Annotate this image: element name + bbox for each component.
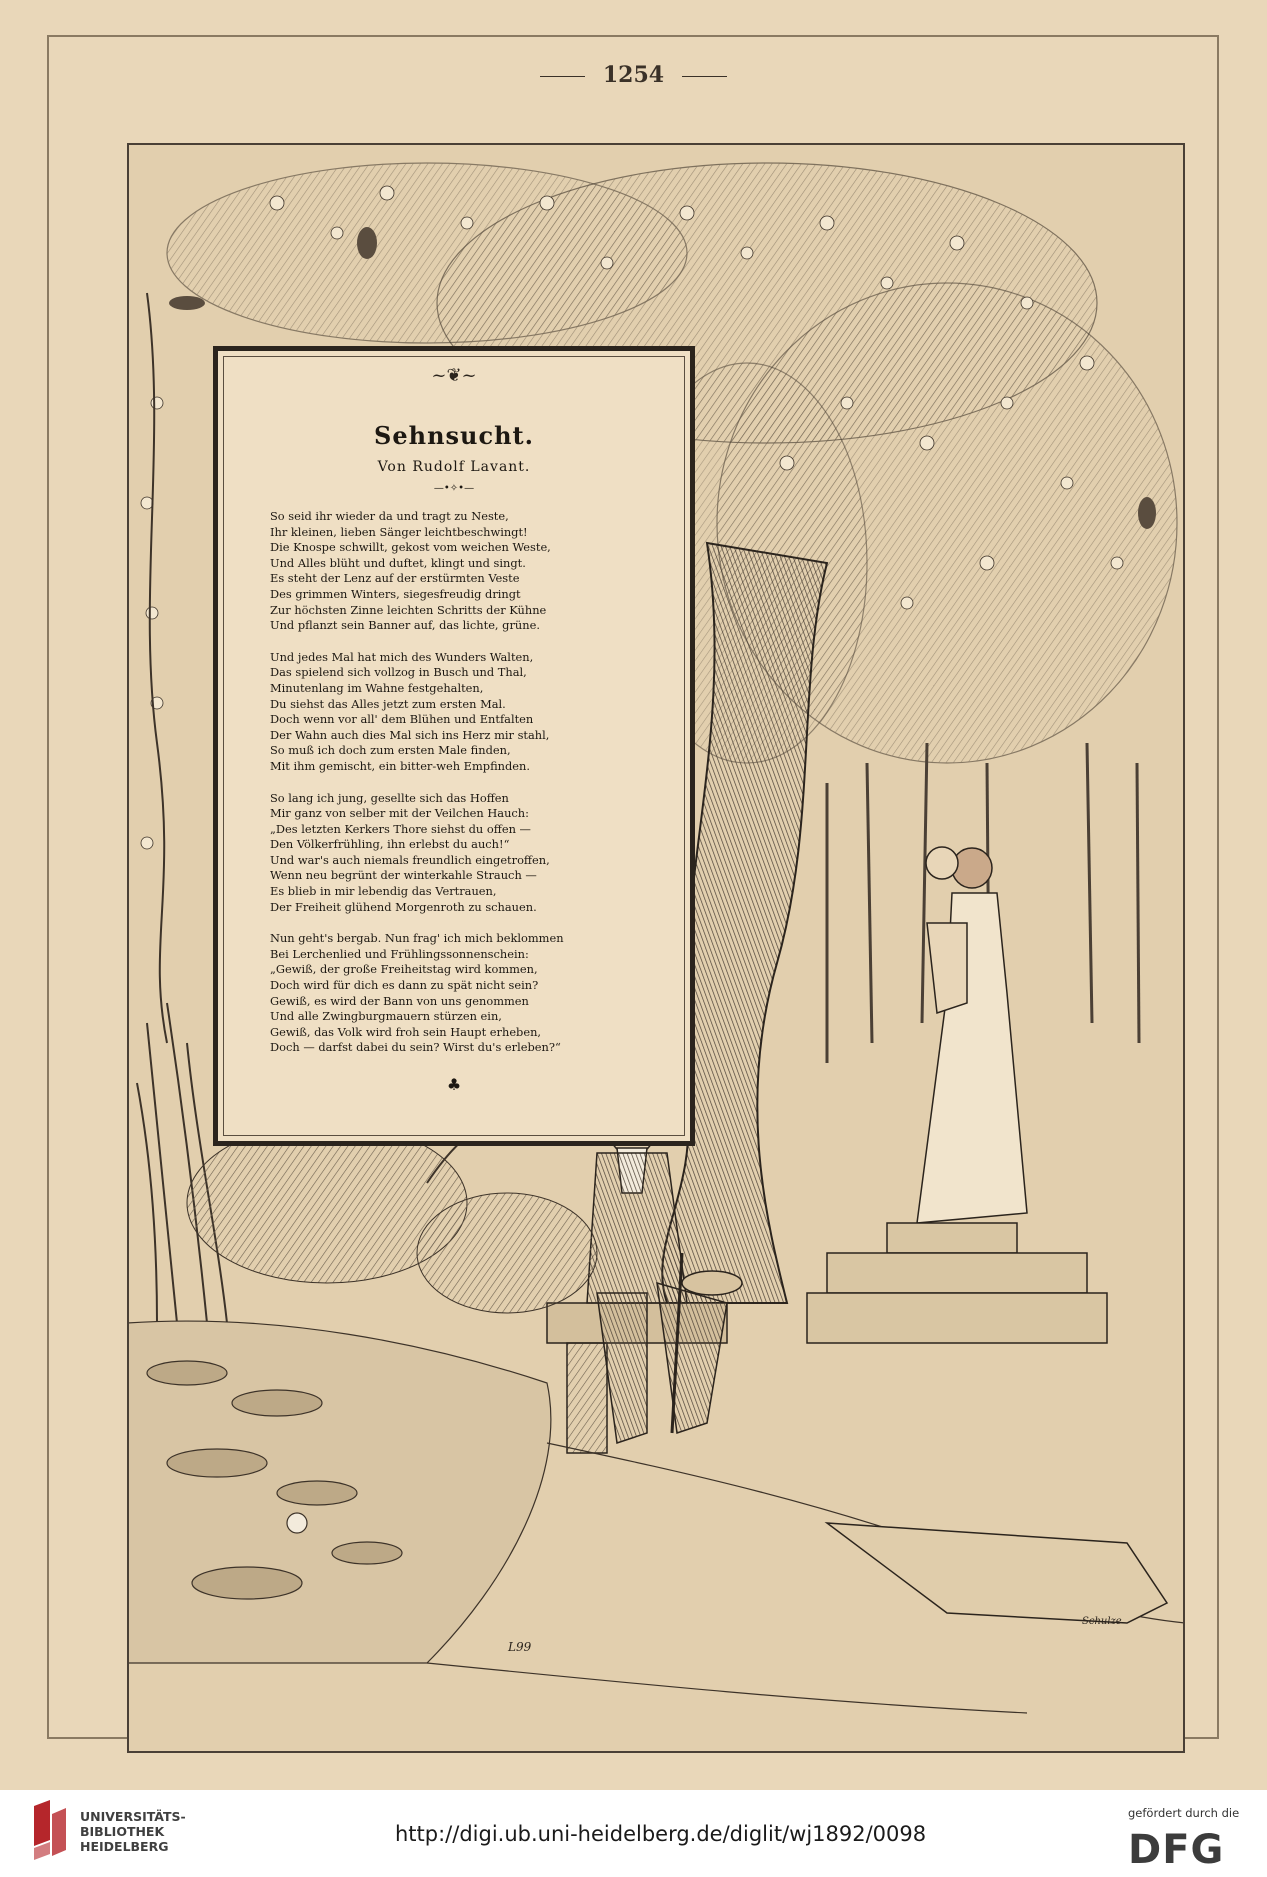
poem-line: „Des letzten Kerkers Thore siehst du offen — <box>270 821 531 836</box>
poem-line: Doch — darfst dabei du sein? Wirst du's erleben?“ <box>270 1040 561 1055</box>
stanza-4 <box>270 931 680 1056</box>
library-name-line: HEIDELBERG <box>80 1839 169 1854</box>
poem-line: Des grimmen Winters, siegesfreudig dringt <box>270 586 521 601</box>
poem-line: So muß ich doch zum ersten Male finden, <box>270 743 511 758</box>
poem-line: Wenn neu begrünt der winterkahle Strauch — <box>270 868 537 883</box>
page-number-rule-right <box>682 76 727 77</box>
poem-line: Es steht der Lenz auf der erstürmten Veste <box>270 571 520 586</box>
poem-line: So lang ich jung, gesellte sich das Hoffen <box>270 790 509 805</box>
page-number <box>0 62 1267 88</box>
poem-line: Mit ihm gemischt, ein bitter-weh Empfinden. <box>270 758 531 773</box>
poem-line: Zur höchsten Zinne leichten Schritts der Kühne <box>270 602 547 617</box>
poem-line: Und pflanzt sein Banner auf, das lichte, grüne. <box>270 618 540 633</box>
poem-line: „Gewiß, der große Freiheitstag wird kommen, <box>270 962 538 977</box>
poem-body <box>270 509 680 1072</box>
page-number-text: 1254 <box>602 62 665 88</box>
poem-line: Es blieb in mir lebendig das Vertrauen, <box>270 884 497 899</box>
university-library-logo-icon <box>28 1800 68 1862</box>
poem-line: Nun geht's bergab. Nun frag' ich mich beklommen <box>270 931 564 946</box>
poem-author: Von Rudolf Lavant. <box>377 459 531 475</box>
artist-signature: Schulze <box>1082 1616 1122 1627</box>
dfg-logo: DFG <box>1128 1827 1225 1873</box>
poem-line: Der Freiheit glühend Morgenroth zu schauen. <box>270 899 537 914</box>
poem-line: Den Völkerfrühling, ihn erlebst du auch!“ <box>270 837 510 852</box>
poem-panel <box>213 346 695 1146</box>
permalink-url[interactable]: http://digi.ub.uni-heidelberg.de/diglit/wj1892/0098 <box>395 1822 927 1846</box>
poem-line: Ihr kleinen, lieben Sänger leichtbeschwingt! <box>270 524 528 539</box>
sponsor-label: gefördert durch die <box>1128 1806 1240 1820</box>
poem-line: Und war's auch niemals freundlich eingetroffen, <box>270 852 550 867</box>
poem-line: Die Knospe schwillt, gekost vom weichen Weste, <box>270 540 551 555</box>
library-name-line: UNIVERSITÄTS- <box>80 1809 186 1824</box>
poem-line: Gewiß, das Volk wird froh sein Haupt erheben, <box>270 1024 542 1039</box>
stanza-1 <box>270 509 680 634</box>
poem-line: Das spielend sich vollzog in Busch und Thal, <box>270 665 527 680</box>
poem-line: Der Wahn auch dies Mal sich ins Herz mir stahl, <box>270 727 550 742</box>
poem-line: Du siehst das Alles jetzt zum ersten Mal. <box>270 696 506 711</box>
poem-title: Sehnsucht. <box>374 421 534 450</box>
poem-line: Gewiß, es wird der Bann von uns genommen <box>270 993 529 1008</box>
artist-monogram: L99 <box>508 1640 532 1654</box>
stanza-2 <box>270 650 680 775</box>
library-name <box>80 1809 186 1854</box>
poem-line: Doch wird für dich es dann zu spät nicht sein? <box>270 978 539 993</box>
poem-line: Bei Lerchenlied und Frühlingssonnenschein: <box>270 946 529 961</box>
poem-line: Mir ganz von selber mit der Veilchen Hauch: <box>270 806 529 821</box>
poem-line: Minutenlang im Wahne festgehalten, <box>270 680 484 695</box>
poem-line: Und alle Zwingburgmauern stürzen ein, <box>270 1009 502 1024</box>
library-name-line: BIBLIOTHEK <box>80 1824 165 1839</box>
poem-line: Und jedes Mal hat mich des Wunders Walten, <box>270 649 534 664</box>
page-number-rule-left <box>540 76 585 77</box>
stanza-3 <box>270 791 680 916</box>
poem-line: Doch wenn vor all' dem Blühen und Entfalten <box>270 712 534 727</box>
separator-ornament-icon: —•✧•— <box>433 483 475 494</box>
poem-line: So seid ihr wieder da und tragt zu Neste, <box>270 509 509 523</box>
clover-ornament-icon: ♣ <box>446 1075 462 1094</box>
poem-line: Und Alles blüht und duftet, klingt und singt. <box>270 555 526 570</box>
floral-ornament-icon: ~❦~ <box>431 365 477 386</box>
